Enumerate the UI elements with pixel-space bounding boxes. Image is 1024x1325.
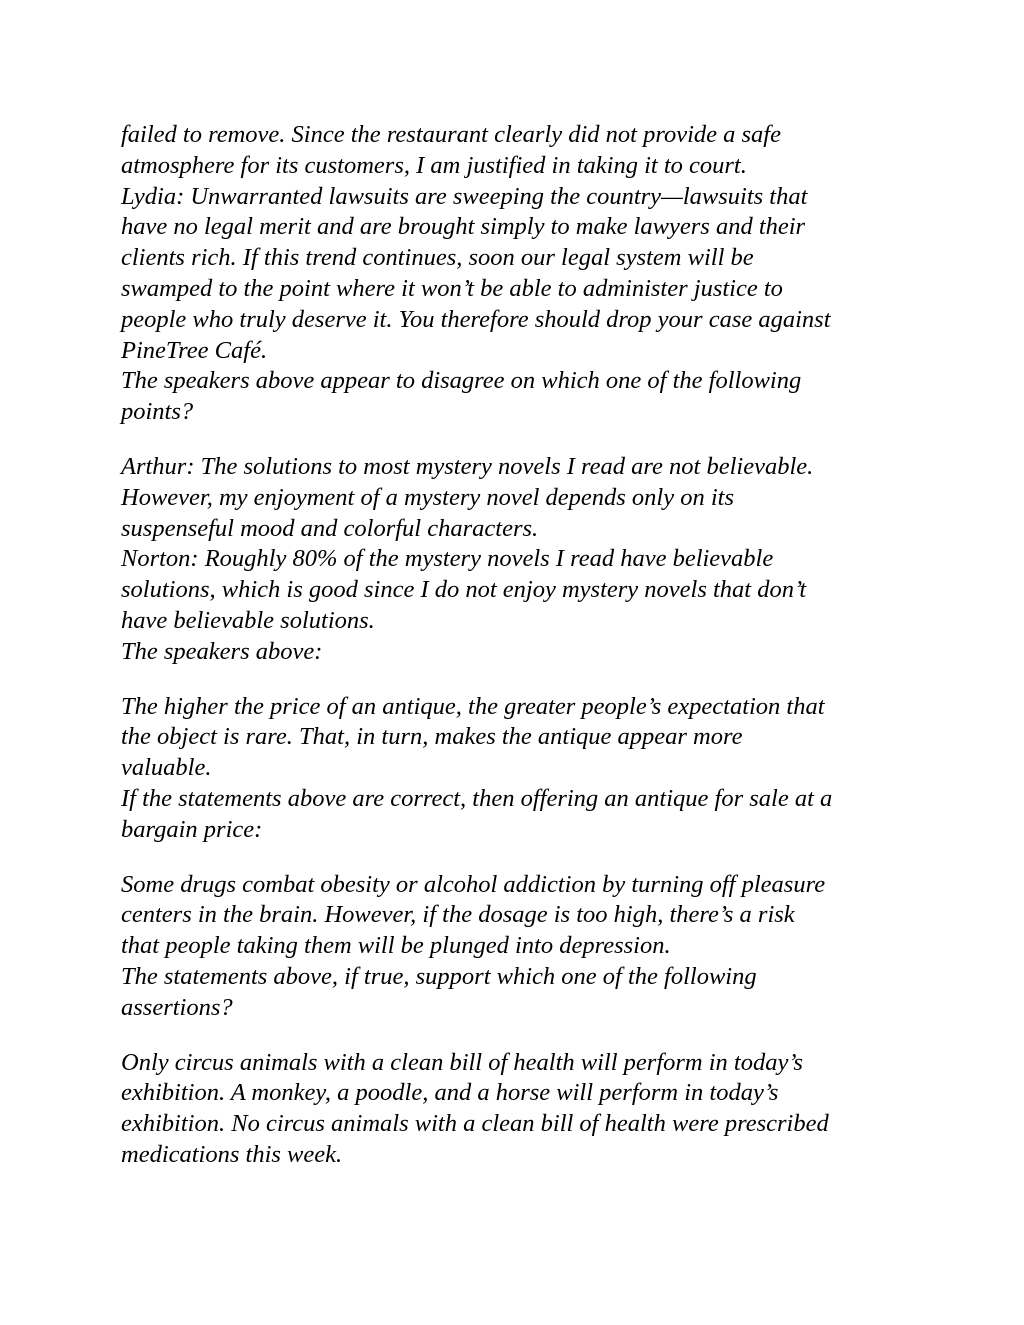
paragraph-restaurant-lawsuit [121,120,921,428]
question-line: The speakers above appear to disagree on which one of the following [121,367,802,395]
paragraph-antique-price [121,692,921,846]
text-line: Some drugs combat obesity or alcohol addiction by turning off pleasure [121,870,826,898]
text-line: solutions, which is good since I do not enjoy mystery novels that don’t [121,576,807,604]
question-line: points? [121,398,194,426]
text-line: Only circus animals with a clean bill of health will perform in today’s [121,1048,803,1076]
document-body [121,120,921,1195]
text-line: the object is rare. That, in turn, makes the antique appear more [121,723,743,751]
question-line: The statements above, if true, support which one of the following [121,962,757,990]
text-line: swamped to the point where it won’t be able to administer justice to [121,274,783,302]
text-line: medications this week. [121,1140,343,1168]
paragraph-circus-animals [121,1048,921,1171]
question-line: If the statements above are correct, then offering an antique for sale at a [121,784,833,812]
text-line: Lydia: Unwarranted lawsuits are sweeping the country—lawsuits that [121,182,808,210]
text-line: The higher the price of an antique, the greater people’s expectation that [121,692,825,720]
text-line: Norton: Roughly 80% of the mystery novels I read have believable [121,545,774,573]
question-line: The speakers above: [121,637,323,665]
text-line: valuable. [121,754,212,782]
question-line: bargain price: [121,815,263,843]
text-line: exhibition. No circus animals with a clean bill of health were prescribed [121,1110,829,1138]
text-line: people who truly deserve it. You therefore should drop your case against [121,305,831,333]
text-line: have no legal merit and are brought simply to make lawyers and their [121,213,806,241]
paragraph-mystery-novels [121,452,921,668]
text-line: PineTree Café. [121,336,268,364]
text-line: that people taking them will be plunged into depression. [121,932,671,960]
paragraph-drugs-obesity [121,870,921,1024]
text-line: exhibition. A monkey, a poodle, and a horse will perform in today’s [121,1079,779,1107]
text-line: failed to remove. Since the restaurant clearly did not provide a safe [121,121,781,148]
text-line: However, my enjoyment of a mystery novel depends only on its [121,483,735,511]
text-line: atmosphere for its customers, I am justified in taking it to court. [121,151,747,179]
text-line: clients rich. If this trend continues, soon our legal system will be [121,244,754,272]
text-line: have believable solutions. [121,606,375,634]
text-line: Arthur: The solutions to most mystery novels I read are not believable. [121,452,814,480]
text-line: centers in the brain. However, if the dosage is too high, there’s a risk [121,901,795,929]
text-line: suspenseful mood and colorful characters. [121,514,539,542]
question-line: assertions? [121,993,233,1021]
